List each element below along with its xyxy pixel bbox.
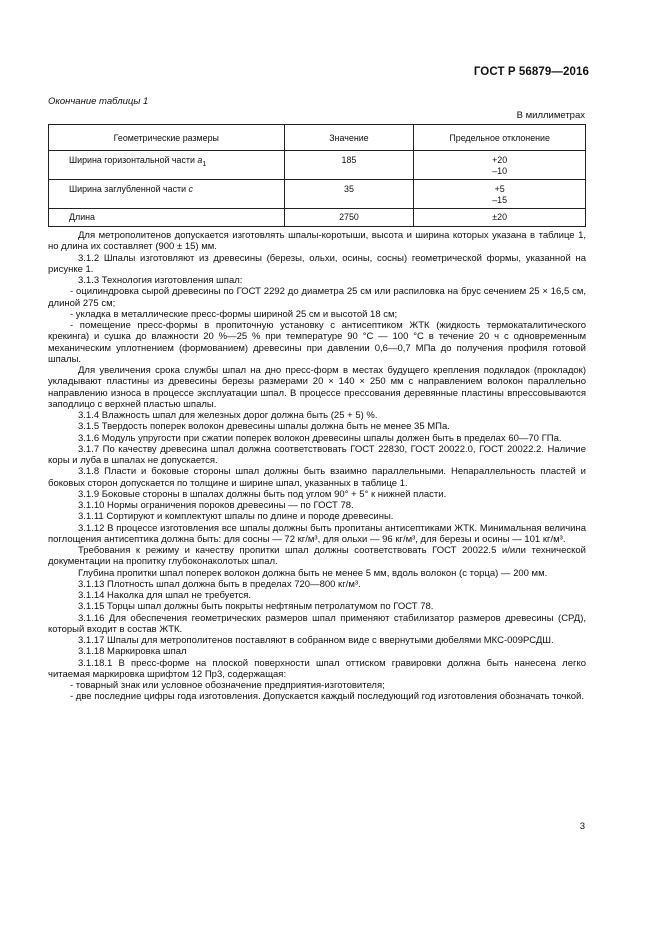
table-cell-dimension: Ширина заглубленной части c bbox=[49, 180, 285, 209]
table-row bbox=[49, 151, 586, 180]
table-header-dimension: Геометрические размеры bbox=[49, 125, 285, 151]
paragraph: 3.1.12 В процессе изготовления все шпалы должны быть пропитаны антисептиками ЖТК. Минимальная величина поглощения антисептика должна быть: для сосны — 72 кг/м³, для ольхи — 96 кг/м³, для березы и осины — 101 кг/м³. bbox=[48, 522, 586, 545]
document-header: ГОСТ Р 56879—2016 bbox=[473, 66, 589, 78]
paragraph: 3.1.15 Торцы шпал должны быть покрыты нефтяным петролатумом по ГОСТ 78. bbox=[78, 601, 434, 613]
paragraph: 3.1.18 Маркировка шпал bbox=[78, 646, 187, 658]
paragraph: 3.1.11 Сортируют и комплектуют шпалы по длине и породе древесины. bbox=[78, 511, 394, 523]
paragraph: 3.1.2 Шпалы изготовляют из древесины (березы, ольхи, осины, сосны) геометрической формы, указанной на рисунке 1. bbox=[48, 252, 586, 275]
table-cell-value: 185 bbox=[284, 151, 414, 180]
table-cell-tolerance: +5 –15 bbox=[414, 180, 586, 209]
paragraph: 3.1.4 Влажность шпал для железных дорог должна быть (25 + 5) %. bbox=[78, 410, 378, 421]
table-cell-dimension: Длина bbox=[49, 209, 285, 227]
table-header-value: Значение bbox=[284, 125, 414, 151]
table-cell-dimension: Ширина горизонтальной части $a_1$ bbox=[49, 151, 285, 180]
paragraph: 3.1.17 Шпалы для метрополитенов поставляют в собранном виде с ввернутыми дюбелями МКС-009РСДШ. bbox=[78, 635, 554, 646]
paragraph: Глубина пропитки шпал поперек волокон должна быть не менее 5 мм, вдоль волокон (с торца) — 200 мм. bbox=[78, 567, 548, 579]
paragraph: 3.1.18.1 В пресс-форме на плоской поверхности шпал оттиском гравировки должна быть нанесена легко читаемая маркировка шрифтом 12 Пр3, содержащая: bbox=[48, 657, 586, 680]
paragraph: Для увеличения срока службы шпал на дно пресс-форм в местах будущего крепления подкладок (прокладок) укладывают пластины из древесины березы размерами 20 × 140 × 250 мм с направлением волокон параллельно направлению износа в процессе эксплуатации шпал. В процессе прессования деревянные пластины впрессовываются заподлицо с верхней пластью шпалы. bbox=[48, 365, 586, 410]
table-header-tolerance: Предельное отклонение bbox=[414, 125, 586, 151]
table-caption: Окончание таблицы 1 bbox=[48, 96, 149, 107]
paragraph: 3.1.10 Нормы ограничения пороков древесины — по ГОСТ 78. bbox=[78, 500, 354, 511]
paragraph: 3.1.14 Наколка для шпал не требуется. bbox=[78, 590, 252, 601]
table-cell-tolerance: +20 –10 bbox=[414, 151, 586, 180]
list-item: - товарный знак или условное обозначение предприятия-изготовителя; bbox=[70, 680, 385, 691]
table-cell-value: 35 bbox=[284, 180, 414, 209]
paragraph: Для метрополитенов допускается изготовлять шпалы-коротыши, высота и ширина которых указана в таблице 1, но длина их составляет (900 ± 15) мм. bbox=[48, 230, 586, 253]
paragraph: 3.1.16 Для обеспечения геометрических размеров шпал применяют стабилизатор размеров древесины (СРД), который входит в состав ЖТК. bbox=[48, 612, 586, 635]
paragraph: 3.1.13 Плотность шпал должна быть в пределах 720—800 кг/м³. bbox=[78, 578, 361, 590]
paragraph: Требования к режиму и качеству пропитки шпал должны соответствовать ГОСТ 20022.5 и/или технической документации на пропитку глубоконаколотых шпал. bbox=[48, 545, 586, 568]
list-item: - укладка в металлические пресс-формы шириной 25 см и высотой 18 см; bbox=[70, 308, 398, 320]
table-cell-value: 2750 bbox=[284, 209, 414, 227]
body-text bbox=[48, 230, 586, 703]
list-item: - помещение пресс-формы в пропиточную установку с антисептиком ЖТК (жидкость термокаталитического крекинга) и сушка до влажности 20 %—25 % при температуре 90 °C — 100 °C в течение 20 ч с одновременным механическим уплотнением (формованием) древесины при давлении 0,6—0,7 МПа до получения профиля готовой шпалы. bbox=[48, 320, 586, 365]
list-item: - оцилиндровка сырой древесины по ГОСТ 2292 до диаметра 25 см или распиловка на брус сечением 25 × 16,5 см, длиной 275 см; bbox=[48, 286, 586, 309]
table-row bbox=[49, 180, 586, 209]
paragraph: 3.1.6 Модуль упругости при сжатии поперек волокон древесины шпалы должен быть в пределах 60—70 ГПа. bbox=[78, 432, 562, 444]
dimensions-table bbox=[48, 124, 586, 227]
paragraph: 3.1.3 Технология изготовления шпал: bbox=[78, 275, 243, 286]
paragraph: 3.1.9 Боковые стороны в шпалах должны быть под углом 90° + 5° к нижней пласти. bbox=[78, 488, 447, 500]
table-cell-tolerance: ±20 bbox=[414, 209, 586, 227]
paragraph: 3.1.8 Пласти и боковые стороны шпал должны быть взаимно параллельными. Непараллельность пластей и боковых сторон допускается по толщине и ширине шпал, указанных в таблице 1. bbox=[48, 466, 586, 489]
units-note: В миллиметрах bbox=[516, 110, 585, 121]
list-item: - две последние цифры года изготовления. Допускается каждый последующий год изготовления обозначать точкой. bbox=[70, 691, 584, 703]
paragraph: 3.1.5 Твердость поперек волокон древесины шпалы должна быть не менее 35 МПа. bbox=[78, 421, 450, 433]
page-number: 3 bbox=[579, 821, 585, 832]
table-row bbox=[49, 209, 586, 227]
paragraph: 3.1.7 По качеству древесина шпал должна соответствовать ГОСТ 22830, ГОСТ 20022.0, ГОСТ 20022.2. Наличие коры и луба в шпалах не допускается. bbox=[48, 443, 586, 466]
